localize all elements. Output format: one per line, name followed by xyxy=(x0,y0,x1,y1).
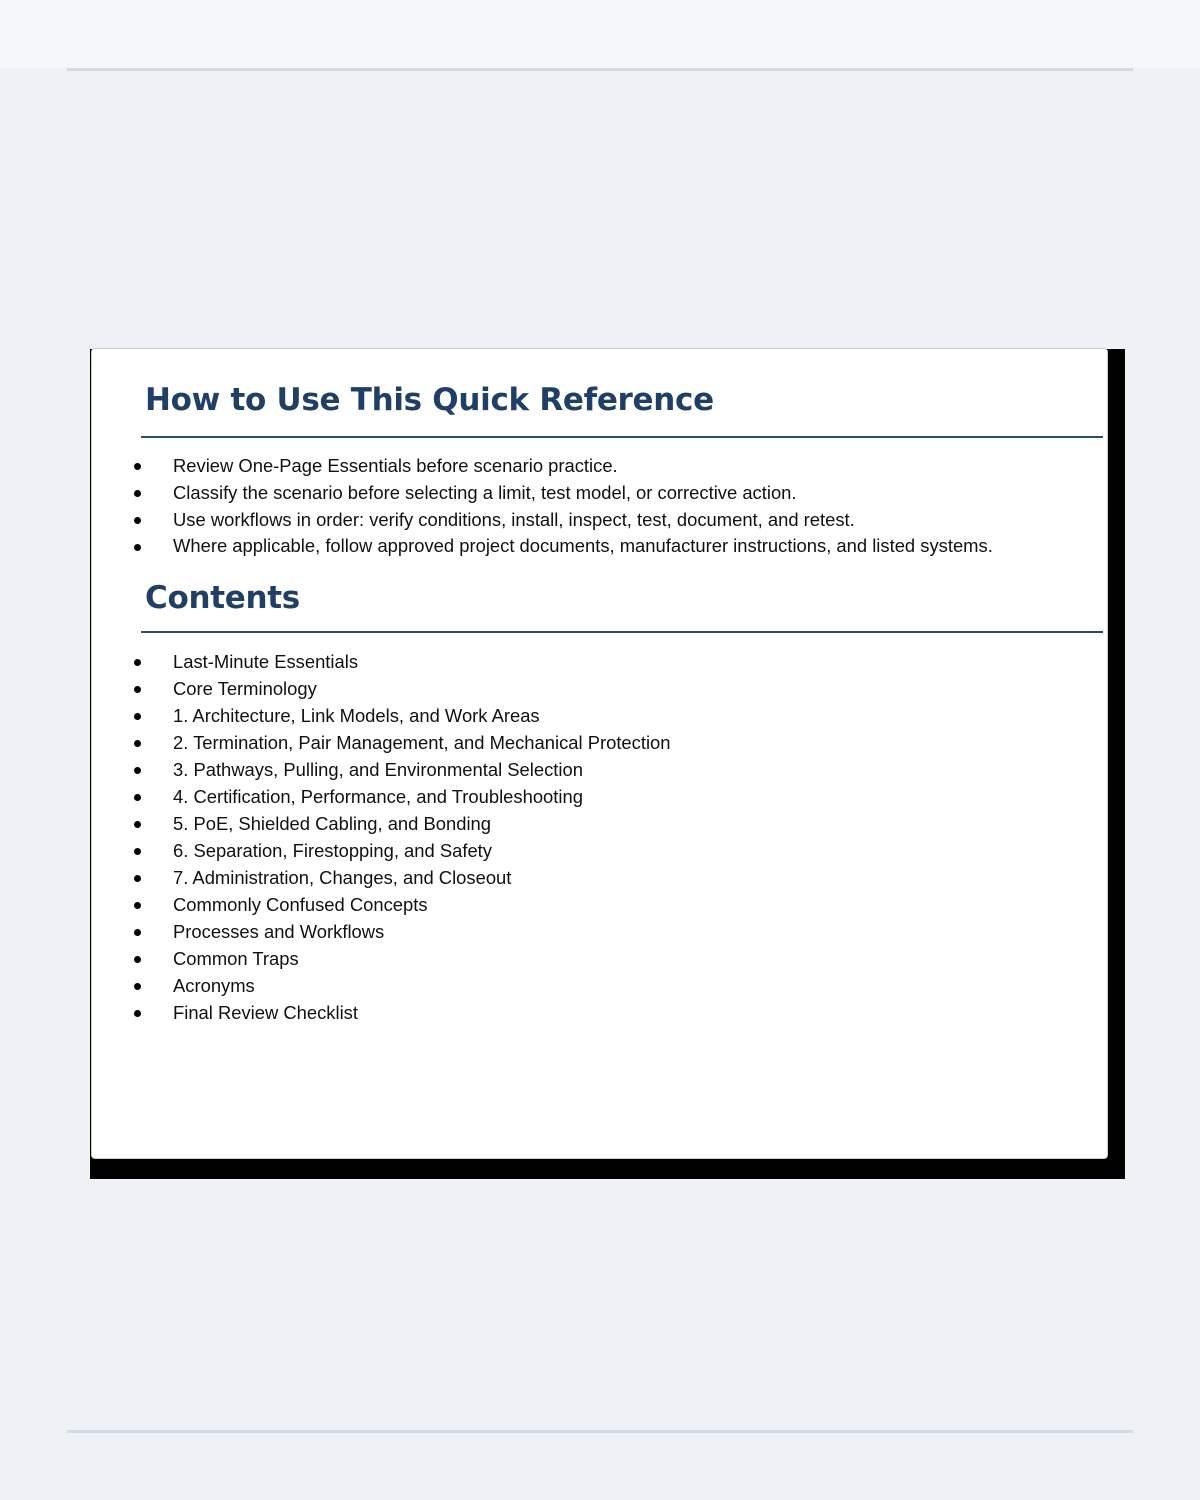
contents-list xyxy=(92,648,1102,1026)
bullet-icon xyxy=(134,767,141,774)
bullet-icon xyxy=(134,463,141,470)
contents-item xyxy=(92,864,1102,891)
contents-item xyxy=(92,945,1102,972)
contents-item-text: Acronyms xyxy=(173,975,255,996)
contents-item xyxy=(92,783,1102,810)
contents-item xyxy=(92,648,1102,675)
bullet-icon xyxy=(134,713,141,720)
section-heading-contents: Contents xyxy=(145,580,300,616)
bullet-icon xyxy=(134,517,141,524)
heading-underline xyxy=(141,436,1103,438)
contents-item xyxy=(92,972,1102,999)
contents-item-text: 2. Termination, Pair Management, and Mechanical Protection xyxy=(173,732,671,753)
list-item xyxy=(92,533,1102,560)
bullet-icon xyxy=(134,848,141,855)
bullet-icon xyxy=(134,1010,141,1017)
heading-underline xyxy=(141,631,1103,633)
contents-item-text: 3. Pathways, Pulling, and Environmental Selection xyxy=(173,759,583,780)
contents-item-text: Processes and Workflows xyxy=(173,921,385,942)
bullet-icon xyxy=(134,983,141,990)
bullet-icon xyxy=(134,956,141,963)
contents-item-text: Final Review Checklist xyxy=(173,1002,358,1023)
bullet-icon xyxy=(134,740,141,747)
section-heading-how-to-use: How to Use This Quick Reference xyxy=(145,382,714,418)
list-item-text: Where applicable, follow approved project documents, manufacturer instructions, and listed systems. xyxy=(173,535,993,557)
contents-item xyxy=(92,729,1102,756)
bullet-icon xyxy=(134,544,141,551)
bullet-icon xyxy=(134,490,141,497)
bullet-icon xyxy=(134,659,141,666)
list-item-text: Review One-Page Essentials before scenario practice. xyxy=(173,455,618,476)
bullet-icon xyxy=(134,902,141,909)
document-page xyxy=(91,348,1108,1159)
bullet-icon xyxy=(134,929,141,936)
list-item xyxy=(92,507,1102,534)
contents-item-text: Commonly Confused Concepts xyxy=(173,894,428,915)
contents-item-text: 1. Architecture, Link Models, and Work Areas xyxy=(173,705,540,726)
top-band xyxy=(0,0,1200,68)
bullet-icon xyxy=(134,875,141,882)
contents-item xyxy=(92,837,1102,864)
top-divider xyxy=(67,68,1133,71)
contents-item xyxy=(92,918,1102,945)
list-item-text: Classify the scenario before selecting a limit, test model, or corrective action. xyxy=(173,481,797,503)
contents-item-text: Common Traps xyxy=(173,948,299,969)
how-to-use-list xyxy=(92,453,1102,560)
list-item xyxy=(92,453,1102,480)
contents-item-text: 5. PoE, Shielded Cabling, and Bonding xyxy=(173,813,491,834)
bullet-icon xyxy=(134,821,141,828)
contents-item xyxy=(92,702,1102,729)
bottom-divider xyxy=(67,1430,1133,1433)
contents-item-text: Last-Minute Essentials xyxy=(173,651,359,672)
contents-item-text: 6. Separation, Firestopping, and Safety xyxy=(173,840,492,861)
contents-item-text: 7. Administration, Changes, and Closeout xyxy=(173,867,512,888)
contents-item-text: Core Terminology xyxy=(173,678,317,699)
bullet-icon xyxy=(134,686,141,693)
list-item-text: Use workflows in order: verify conditions, install, inspect, test, document, and retest. xyxy=(173,508,855,530)
contents-item xyxy=(92,675,1102,702)
list-item xyxy=(92,480,1102,507)
bullet-icon xyxy=(134,794,141,801)
contents-item xyxy=(92,756,1102,783)
contents-item xyxy=(92,999,1102,1026)
contents-item xyxy=(92,891,1102,918)
contents-item xyxy=(92,810,1102,837)
contents-item-text: 4. Certification, Performance, and Troubleshooting xyxy=(173,786,583,807)
